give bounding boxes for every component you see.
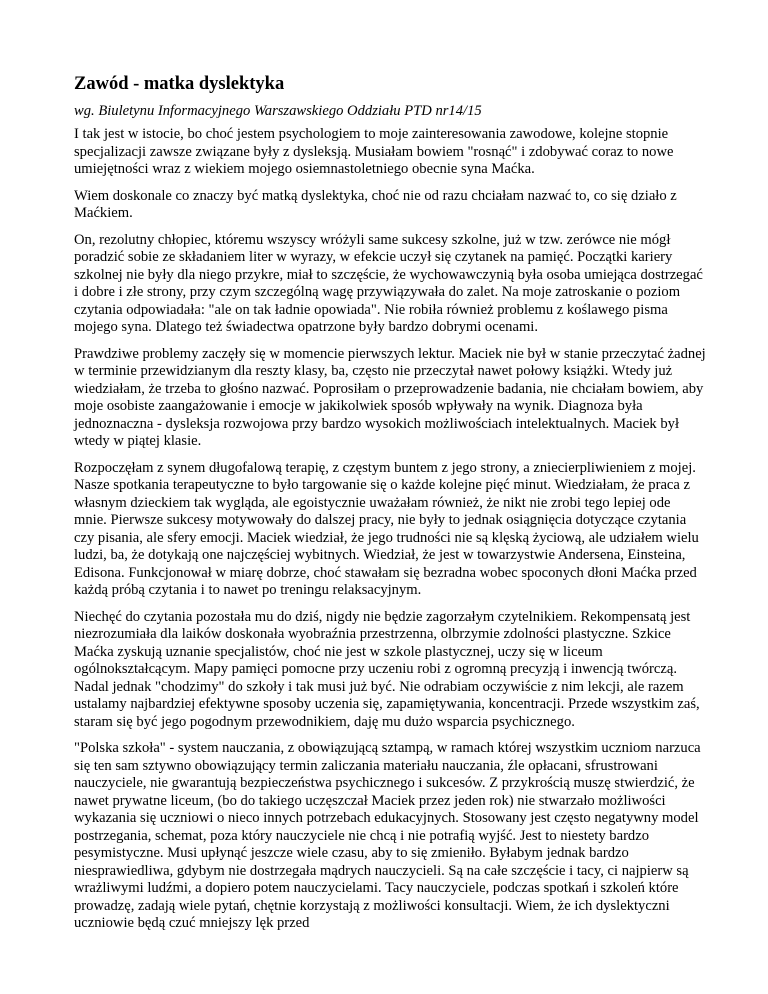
paragraph-2: Wiem doskonale co znaczy być matką dyslektyka, choć nie od razu chciałam nazwać to, co się działo z Maćkiem. (74, 187, 677, 221)
document-page (74, 72, 706, 942)
document-title: Zawód - matka dyslektyka (74, 74, 285, 94)
paragraph-5: Rozpoczęłam z synem długofalową terapię, z częstym buntem z jego strony, a zniecierpliwieniem z mojej. Nasze spotkania terapeutyczne to było targowanie się o każde kolejne pięć minut. Wiedziałam, że praca z własnym dzieckiem tak wygląda, ale egoistycznie uważałam również, że nikt nie zrobi tego lepiej ode mnie. Pierwsze sukcesy motywowały do dalszej pracy, nie były to jednak osiągnięcia dotyczące czytania czy pisania, ale sfery emocji. Maciek wiedział, że jego trudności nie są klęską życiową, ale udziałem wielu ludzi, ba, że dotykają one najczęściej wybitnych. Wiedział, że jest w towarzystwie Andersena, Einsteina, Edisona. Funkcjonował w miarę dobrze, choć stawałam się bezradna wobec spoconych dłoni Maćka przed każdą próbą czytania i to nawet po treningu relaksacyjnym. (74, 459, 699, 598)
paragraph-7: "Polska szkoła" - system nauczania, z obowiązującą sztampą, w ramach której wszystkim uczniom narzuca się ten sam sztywno obowiązujący termin zaliczania materiału nauczania, źle opłacani, sfrustrowani nauczyciele, nie gwarantują bezpieczeństwa psychicznego i sukcesów. Z przykrością muszę stwierdzić, że nawet prywatne liceum, (bo do takiego uczęszczał Maciek przez jeden rok) nie stwarzało możliwości wykazania się uczniowi o nieco innych potrzebach edukacyjnych. Stosowany jest często negatywny model postrzegania, schemat, poza który nauczyciele nie chcą i nie potrafią wyjść. Jest to niestety bardzo pesymistyczne. Musi upłynąć jeszcze wiele czasu, aby to się zmieniło. Byłabym jednak bardzo niesprawiedliwa, gdybym nie dostrzegała mądrych nauczycieli. Są na całe szczęście i tacy, ci najpierw są wrażliwymi ludźmi, a dopiero potem nauczycielami. Tacy nauczyciele, podczas spotkań i szkoleń które prowadzę, zadają wiele pytań, chętnie korzystają z możliwości konsultacji. Wiem, że ich dyslektyczni uczniowie będą czuć mniejszy lęk przed (74, 740, 701, 931)
paragraph-3: On, rezolutny chłopiec, któremu wszyscy wróżyli same sukcesy szkolne, już w tzw. zerówce nie mógł poradzić sobie ze składaniem liter w wyrazy, w efekcie uczył się czytanek na pamięć. Początki kariery szkolnej nie były dla niego przykre, miał to szczęście, że wychowawczynią była osoba umiejąca dostrzegać i dobre i złe strony, przy czym szczególną wagę przywiązywała do zalet. Na moje zatroskanie o poziom czytania odpowiadała: "ale on tak ładnie opowiada". Nie robiła również problemu z koślawego pisma mojego syna. Dlatego też świadectwa opatrzone były bardzo dobrymi ocenami. (74, 231, 703, 335)
document-subtitle: wg. Biuletynu Informacyjnego Warszawskiego Oddziału PTD nr14/15 (74, 103, 482, 119)
paragraph-1: I tak jest w istocie, bo choć jestem psychologiem to moje zainteresowania zawodowe, kolejne stopnie specjalizacji zawsze związane były z dysleksją. Musiałam bowiem "rosnąć" i zdobywać coraz to nowe umiejętności wraz z wiekiem mojego osiemnastoletniego obecnie syna Maćka. (74, 126, 674, 177)
paragraph-6: Niechęć do czytania pozostała mu do dziś, nigdy nie będzie zagorzałym czytelnikiem. Rekompensatą jest niezrozumiała dla laików doskonała wyobraźnia przestrzenna, olbrzymie zdolności plastyczne. Szkice Maćka zyskują uznanie specjalistów, choć nie jest w szkole plastycznej, uczy się w liceum ogólnokształcącym. Mapy pamięci pomocne przy uczeniu robi z ogromną precyzją i inwencją twórczą. Nadal jednak "chodzimy" do szkoły i tak musi już być. Nie odrabiam oczywiście z nim lekcji, ale razem ustalamy najbardziej efektywne sposoby uczenia się, zapamiętywania, koncentracji. Przede wszystkim zaś, staram się być jego pogodnym przewodnikiem, daję mu dużo wsparcia psychicznego. (74, 608, 700, 730)
paragraph-4: Prawdziwe problemy zaczęły się w momencie pierwszych lektur. Maciek nie był w stanie przeczytać żadnej w terminie przewidzianym dla reszty klasy, ba, często nie przeczytał nawet połowy książki. Wtedy już wiedziałam, że trzeba to głośno nazwać. Poprosiłam o przeprowadzenie badania, nie chciałam bowiem, aby moje osobiste zaangażowanie i emocje w jakikolwiek sposób wpływały na wynik. Diagnoza była jednoznaczna - dysleksja rozwojowa przy bardzo wysokich możliwościach intelektualnych. Maciek był wtedy w piątej klasie. (74, 345, 706, 449)
